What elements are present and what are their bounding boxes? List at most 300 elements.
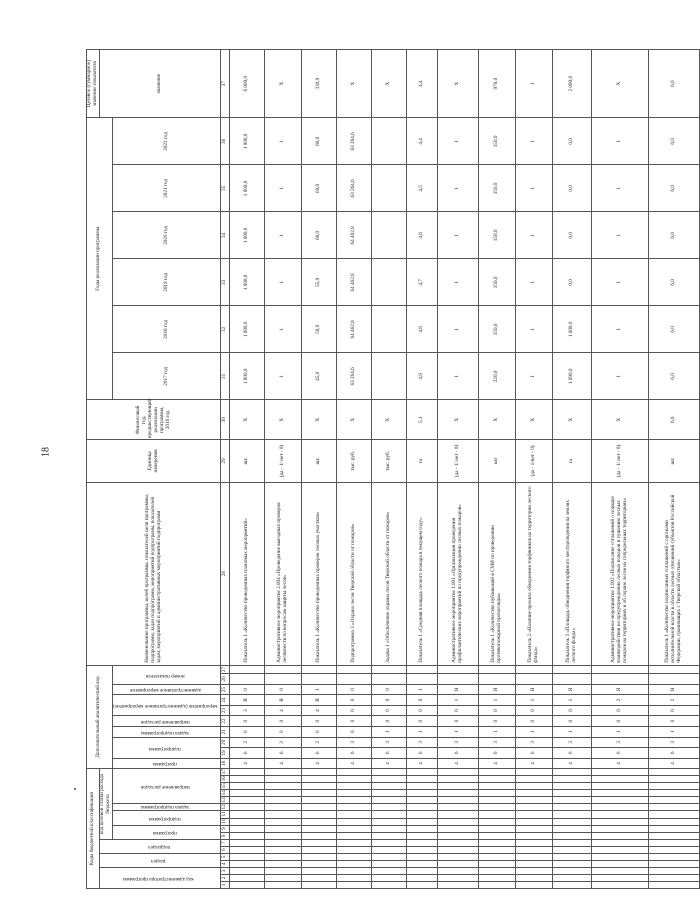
year-value-cell: 60,0 [302,165,337,212]
budget-code-cell [230,769,265,776]
budget-code-cell [372,860,407,867]
budget-code-cell [649,846,700,853]
budget-code-cell [649,818,700,825]
budget-code-cell [649,825,700,832]
budget-code-cell [230,860,265,867]
budget-code-cell [553,797,592,804]
base-year-header: Финансовый год, предшествующий реализации программы, 2016 год [87,400,221,440]
budget-codes-header: Коды бюджетной классификации [87,769,100,889]
budget-code-cell [438,853,479,860]
column-number: 3 [221,867,230,874]
year-value-cell: 63 264,6 [337,165,372,212]
budget-code-cell [553,783,592,790]
year-value-cell: 64 462,8 [337,306,372,353]
column-number: 34 [221,212,230,259]
ak-indicator-header-text: номер показателя [145,672,185,679]
budget-code-cell [265,846,302,853]
analytic-code-cell: 4 [230,758,265,769]
year-value-cell: 1 [438,259,479,306]
year-header: 2018 год [112,306,221,353]
budget-code-cell [407,881,438,888]
analytic-code-cell [302,674,337,685]
budget-code-cell [407,839,438,846]
column-number: 12 [221,804,230,811]
column-number: 9 [221,825,230,832]
analytic-code-cell: 6 [265,748,302,759]
analytic-code-cell: 4 [302,705,337,716]
analytic-code-cell: 0 [553,716,592,727]
year-value-cell: 4,7 [407,259,438,306]
column-number: 25 [221,684,230,695]
analytic-code-cell [230,665,265,673]
analytic-code-cell: 0 [553,705,592,716]
value-header: значение [99,50,220,118]
budget-code-cell [479,769,516,776]
analytic-code-cell: 2 [592,695,649,706]
year-value-cell [372,306,407,353]
column-number: 27 [221,665,230,673]
column-number: 14 [221,790,230,797]
direction-header-text: направление расходов [140,784,190,791]
budget-code-cell [649,867,700,874]
budget-code-cell [592,874,649,881]
analytic-code-cell [337,674,372,685]
year-value-cell: 4,4 [407,118,438,165]
analytic-code-cell: 6 [438,748,479,759]
analytic-code-cell: 3 [337,737,372,748]
budget-code-cell [302,811,337,818]
analytic-code-cell: 6 [407,748,438,759]
target-value-header: Целевое (суммарное) значение показателя [87,50,100,118]
budget-code-cell [372,839,407,846]
year-value-cell: 1 [592,165,649,212]
year-value-cell: 64 462,8 [337,212,372,259]
row-name: Показатель 1 «Количество проведенных плановых мероприятий» [230,482,265,665]
analytic-code-cell: 6 [230,748,265,759]
budget-code-cell [302,860,337,867]
target-value-cell: 1 [516,50,553,118]
analytic-code-cell: 4 [265,705,302,716]
subsection-header [99,839,220,853]
table-row [302,50,337,889]
analytic-code-cell: Я [592,684,649,695]
analytic-code-cell: Я [649,684,700,695]
budget-code-cell [592,776,649,783]
table-row [516,50,553,889]
year-value-cell: 1 [592,306,649,353]
program-indicators-table [86,49,700,889]
budget-code-cell [302,881,337,888]
budget-code-cell [372,853,407,860]
budget-code-cell [479,860,516,867]
subprogram-header [112,811,221,825]
budget-code-cell [230,804,265,811]
budget-code-cell [649,881,700,888]
budget-code-cell [372,783,407,790]
analytic-code-cell [438,674,479,685]
direction-header [112,769,221,804]
year-value-cell [372,353,407,400]
analytic-code-cell: 1 [592,726,649,737]
year-value-cell: 1 [516,165,553,212]
base-year-cell: 5,1 [407,400,438,440]
budget-code-cell [516,846,553,853]
analytic-code-cell: 3 [407,737,438,748]
budget-code-cell [372,825,407,832]
budget-code-cell [438,790,479,797]
budget-code-cell [337,811,372,818]
column-number: 17 [221,769,230,776]
unit-header: Единица измерения [87,440,221,482]
additional-code-header: Дополнительный аналитический код [87,665,113,768]
budget-code-cell [407,860,438,867]
ak-direction-header [112,716,221,727]
year-value-cell: 1 000,0 [230,259,265,306]
budget-code-cell [553,804,592,811]
year-value-cell: 1 [438,353,479,400]
row-name: Административное мероприятие 2.004 «Проведение выездных проверок лесничеств по вопросам защиты лесов» [265,482,302,665]
budget-code-cell [516,867,553,874]
column-number: 26 [221,674,230,685]
row-name: Показатель 1 «Количество публикаций в СМИ по проведению противопожарной пропаганды» [479,482,516,665]
analytic-code-cell: 0 [337,684,372,695]
budget-code-cell [407,804,438,811]
row-name: Показатель 2 «Наличие проекта обводнения торфяников на территории лесного фонда» [516,482,553,665]
budget-code-cell [265,825,302,832]
budget-code-cell [407,790,438,797]
analytic-code-cell [553,665,592,673]
column-number: 16 [221,776,230,783]
year-value-cell: 1 000,0 [230,212,265,259]
task-header [112,804,221,811]
budget-code-cell [230,783,265,790]
budget-code-cell [407,853,438,860]
budget-code-cell [230,874,265,881]
budget-code-cell [592,797,649,804]
budget-code-cell [438,783,479,790]
budget-code-cell [649,790,700,797]
table-row [479,50,516,889]
budget-code-cell [372,881,407,888]
ak-subprogram-header-text: подпрограмма [149,745,181,752]
ak-direction-header-text: направление расходов [140,719,190,726]
budget-code-cell [372,790,407,797]
analytic-code-cell: 3 [553,737,592,748]
analytic-code-cell: 2 [302,737,337,748]
table-row [337,50,372,889]
budget-code-cell [407,846,438,853]
budget-code-cell [265,769,302,776]
unit-cell: тыс. руб. [372,440,407,482]
analytic-code-cell [592,674,649,685]
unit-cell: (да - 1/ нет - 0) [592,440,649,482]
table-row [592,50,649,889]
budget-code-cell [302,832,337,839]
budget-code-cell [479,839,516,846]
year-value-cell [372,259,407,306]
analytic-code-cell: 2 [649,695,700,706]
row-name: Подпрограмма 3 «Охрана лесов Тверской области от пожаров» [337,482,372,665]
target-value-cell: Х [372,50,407,118]
budget-code-cell [337,769,372,776]
column-number: 6 [221,846,230,853]
column-number: 7 [221,839,230,846]
analytic-code-cell: 4 [372,758,407,769]
budget-code-cell [516,853,553,860]
year-value-cell: 4,5 [407,165,438,212]
column-number: 13 [221,797,230,804]
year-value-cell: 0,0 [553,212,592,259]
column-number: 23 [221,705,230,716]
budget-code-cell [230,818,265,825]
budget-code-cell [230,811,265,818]
page-number: 18 [40,447,52,457]
budget-code-cell [337,853,372,860]
analytic-code-cell: 0 [265,726,302,737]
analytic-code-cell [479,665,516,673]
table-row [230,50,265,889]
budget-code-cell [516,860,553,867]
budget-code-cell [230,867,265,874]
budget-code-cell [479,818,516,825]
analytic-code-cell: 1 [407,684,438,695]
analytic-code-cell: 0 [372,684,407,695]
analytic-code-cell: 6 [479,748,516,759]
year-header: 2022 год [112,118,221,165]
subprogram-header-text: подпрограмма [149,816,181,823]
analytic-code-cell [516,674,553,685]
budget-code-cell [553,776,592,783]
unit-cell: (да - 1/нет - 0) [516,440,553,482]
budget-code-cell [592,769,649,776]
analytic-code-cell: Я [479,684,516,695]
year-value-cell: 1 [592,212,649,259]
analytic-code-cell: 0 [372,705,407,716]
base-year-cell: Х [265,400,302,440]
year-value-cell: 6,0 [649,212,700,259]
budget-code-cell [302,867,337,874]
target-value-cell: Х [438,50,479,118]
year-value-cell: 150,0 [479,212,516,259]
budget-code-cell [337,881,372,888]
analytic-code-cell [372,674,407,685]
analytic-code-cell [479,674,516,685]
budget-code-cell [553,832,592,839]
column-number: 11 [221,811,230,818]
budget-code-cell [230,881,265,888]
year-value-cell: 0,0 [553,118,592,165]
budget-code-cell [592,804,649,811]
years-group-header: Годы реализации программы [87,118,113,400]
budget-code-cell [553,853,592,860]
budget-code-cell [230,825,265,832]
budget-code-cell [516,776,553,783]
budget-code-cell [479,832,516,839]
budget-code-cell [516,797,553,804]
row-name: Административное мероприятие 1.002 «Подписание соглашений о порядке взаимодействия по предупреждению лесных пожаров и тушению лесных пожаров на территориях и об охране лесов на сопредельных территориях» [592,482,649,665]
year-value-cell: 1 [516,306,553,353]
analytic-code-cell [553,674,592,685]
year-value-cell: 150,0 [479,165,516,212]
year-value-cell: 63 264,6 [337,118,372,165]
target-value-cell: 4,4 [407,50,438,118]
budget-code-cell [265,874,302,881]
task-header-text: задача подпрограммы [141,804,190,811]
analytic-code-cell: 4 [265,758,302,769]
analytic-code-cell: 0 [265,716,302,727]
program-table-rotated [86,49,683,889]
year-value-cell: 45,0 [302,353,337,400]
budget-code-cell [265,832,302,839]
budget-code-cell [372,804,407,811]
budget-code-cell [265,860,302,867]
budget-code-cell [516,818,553,825]
ak-measure-header-text: мероприятие (административное мероприятие) [112,703,218,710]
budget-code-cell [592,811,649,818]
budget-code-cell [592,860,649,867]
table-row [649,50,700,889]
budget-code-cell [407,769,438,776]
budget-code-cell [479,881,516,888]
budget-code-cell [649,783,700,790]
year-value-cell: 1 [438,165,479,212]
base-year-cell: Х [553,400,592,440]
table-row [265,50,302,889]
year-value-cell: 1 000,0 [230,306,265,353]
budget-code-cell [372,769,407,776]
base-year-cell: Х [302,400,337,440]
budget-code-cell [265,804,302,811]
analytic-code-cell: 0 [438,716,479,727]
column-number: 24 [221,695,230,706]
budget-code-cell [302,825,337,832]
unit-cell: шт. [230,440,265,482]
unit-cell: шт [479,440,516,482]
budget-code-cell [649,769,700,776]
budget-code-cell [516,811,553,818]
column-number: 32 [221,306,230,353]
budget-code-cell [438,811,479,818]
budget-code-cell [265,797,302,804]
base-year-cell: 6,0 [649,400,700,440]
analytic-code-cell: 1 [516,695,553,706]
budget-code-cell [372,874,407,881]
budget-code-cell [302,769,337,776]
subsection-header-text: подраздел [147,844,170,851]
year-value-cell: 150,0 [479,118,516,165]
year-value-cell: 1 [265,165,302,212]
analytic-code-cell: 4 [479,758,516,769]
budget-code-cell [372,832,407,839]
analytic-code-cell: 6 [649,748,700,759]
year-value-cell: 1 000,0 [230,165,265,212]
budget-code-cell [265,853,302,860]
analytic-code-cell [592,665,649,673]
ak-task-header [112,726,221,737]
budget-code-cell [438,874,479,881]
year-value-cell: 60,0 [302,212,337,259]
row-name: Показатель 1 «Количество проведенных проверок лесных участков» [302,482,337,665]
budget-code-cell [649,832,700,839]
budget-code-cell [302,853,337,860]
analytic-code-cell: 4 [407,758,438,769]
budget-code-cell [479,811,516,818]
analytic-code-cell [438,665,479,673]
budget-code-cell [553,860,592,867]
section-header [99,853,220,867]
budget-code-cell [516,881,553,888]
budget-code-cell [230,776,265,783]
analytic-code-cell [407,665,438,673]
year-value-cell: 1 [516,118,553,165]
year-value-cell: 1 090,0 [553,353,592,400]
budget-code-cell [479,846,516,853]
budget-code-cell [230,790,265,797]
analytic-code-cell: 3 [479,737,516,748]
analytic-code-cell: 6 [337,748,372,759]
analytic-code-cell: 0 [337,695,372,706]
target-article-header: код целевой статьи расхода бюджета [99,769,112,839]
budget-code-cell [230,797,265,804]
row-name: Административное мероприятие 1.001 «Организация проведения профилактических мероприятий по предупреждению лесных пожаров» [438,482,479,665]
budget-code-cell [553,846,592,853]
column-number-row [221,50,230,889]
analytic-code-cell: 0 [516,705,553,716]
analytic-code-cell: 0 [438,705,479,716]
year-value-cell: 1 [592,259,649,306]
column-number: 22 [221,716,230,727]
budget-code-cell [479,776,516,783]
column-number: 4 [221,860,230,867]
column-number: 28 [221,482,230,665]
column-number: 8 [221,832,230,839]
analytic-code-cell: 4 [649,758,700,769]
analytic-code-cell: 0 [230,726,265,737]
budget-code-cell [438,860,479,867]
analytic-code-cell: 3 [649,737,700,748]
column-number: 37 [221,50,230,118]
analytic-code-cell [407,674,438,685]
budget-code-cell [553,881,592,888]
scan-speck [74,788,76,790]
budget-code-cell [407,867,438,874]
analytic-code-cell [649,674,700,685]
row-name: Показатель 3 «Площадь обводнения торфяного месторождения на землях лесного фонда» [553,482,592,665]
budget-code-cell [479,804,516,811]
unit-cell: (да - 1/ нет - 0) [265,440,302,482]
budget-code-cell [302,797,337,804]
analytic-code-cell: 1 [553,726,592,737]
analytic-code-cell: 0 [407,716,438,727]
table-row [553,50,592,889]
analytic-code-cell: 6 [516,748,553,759]
budget-code-cell [649,860,700,867]
unit-cell: тыс. руб. [337,440,372,482]
budget-code-cell [438,776,479,783]
column-number: 2 [221,874,230,881]
year-header: 2019 год [112,259,221,306]
budget-code-cell [438,839,479,846]
year-value-cell: 64 462,8 [337,259,372,306]
analytic-code-cell: 0 [372,716,407,727]
analytic-code-cell: 3 [592,737,649,748]
analytic-code-cell: 6 [302,748,337,759]
budget-code-cell [372,867,407,874]
budget-code-cell [265,783,302,790]
budget-code-cell [302,874,337,881]
analytic-code-cell: Я [230,695,265,706]
year-value-cell: 0,0 [553,165,592,212]
